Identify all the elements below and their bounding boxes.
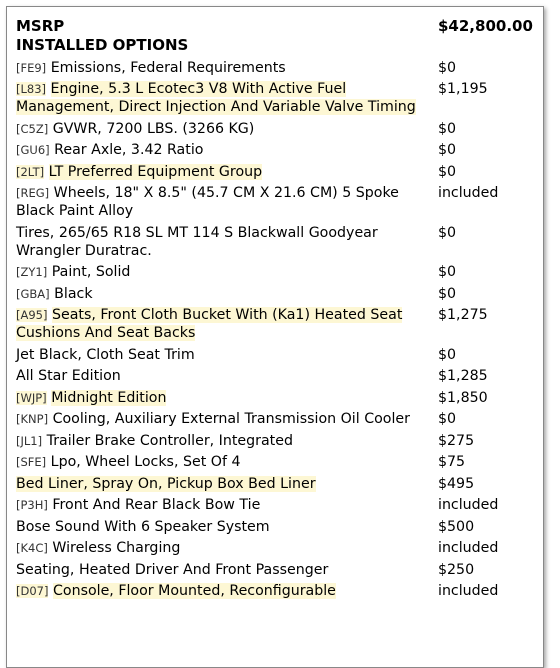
option-price: $0: [438, 59, 457, 76]
option-price: $0: [438, 142, 457, 158]
option-price: $275: [438, 432, 475, 449]
option-code: [KNP]: [16, 412, 49, 426]
option-code: [JL1]: [16, 433, 43, 448]
option-row: [7, 184, 543, 220]
option-row: [7, 496, 543, 514]
option-text: GVWR, 7200 LBS. (3266 KG): [52, 120, 255, 137]
option-text: LT Preferred Equipment Group: [48, 163, 263, 180]
option-row: [7, 389, 543, 407]
option-text: Seats, Front Cloth Bucket With (Ka1) Heated Seat Cushions And Seat Backs: [16, 307, 403, 341]
option-text: Lpo, Wheel Locks, Set Of 4: [50, 454, 241, 470]
option-price: $0: [438, 120, 457, 137]
option-row: [7, 432, 543, 450]
option-text: Midnight Edition: [51, 389, 167, 406]
option-description: [16, 496, 438, 514]
option-description: [16, 410, 438, 428]
option-price: included: [438, 497, 499, 513]
option-row: [7, 285, 543, 303]
option-description: [16, 432, 438, 450]
option-price: $0: [438, 224, 457, 241]
option-description: [16, 285, 438, 303]
option-description: [16, 389, 438, 407]
option-description: [16, 59, 438, 77]
option-text: Wireless Charging: [52, 540, 181, 556]
option-text: Black: [54, 285, 93, 302]
option-row: [7, 346, 543, 364]
option-description: [16, 367, 438, 385]
options-list: [7, 59, 543, 601]
option-row: [7, 120, 543, 138]
window-sticker: [6, 6, 544, 668]
option-description: [16, 163, 438, 181]
option-row: [7, 163, 543, 181]
option-row: [7, 306, 543, 342]
option-text: All Star Edition: [16, 368, 121, 384]
option-description: [16, 306, 438, 342]
option-code: [K4C]: [16, 541, 48, 555]
option-code: [SFE]: [16, 455, 47, 469]
option-price: $0: [438, 264, 457, 280]
option-row: [7, 475, 543, 493]
option-row: [7, 59, 543, 77]
option-text: Cooling, Auxiliary External Transmission Oil Cooler: [52, 411, 410, 427]
option-text: Bed Liner, Spray On, Pickup Box Bed Liner: [16, 475, 316, 492]
option-row: [7, 80, 543, 116]
option-row: [7, 518, 543, 536]
option-price: $0: [438, 285, 457, 302]
option-description: [16, 539, 438, 557]
option-row: [7, 561, 543, 579]
option-price: $495: [438, 475, 475, 492]
option-description: [16, 561, 438, 579]
option-code: [GU6]: [16, 143, 50, 157]
option-price: included: [438, 583, 499, 599]
option-text: Emissions, Federal Requirements: [50, 59, 286, 76]
option-row: [7, 582, 543, 600]
msrp-value: $42,800.00: [438, 17, 533, 35]
option-code: [L83]: [16, 82, 47, 96]
option-price: $1,275: [438, 307, 488, 323]
option-text: Wheels, 18" X 8.5" (45.7 CM X 21.6 CM) 5 Spoke Black Paint Alloy: [16, 185, 399, 219]
msrp-label: MSRP: [16, 17, 65, 35]
option-description: [16, 453, 438, 471]
option-text: Paint, Solid: [51, 264, 131, 280]
option-text: Front And Rear Black Bow Tie: [52, 497, 261, 513]
option-row: [7, 224, 543, 260]
option-row: [7, 141, 543, 159]
option-price: $500: [438, 518, 475, 535]
option-code: [REG]: [16, 186, 50, 200]
option-description: [16, 184, 438, 220]
option-code: [GBA]: [16, 286, 50, 301]
option-text: Rear Axle, 3.42 Ratio: [54, 142, 204, 158]
option-code: [FE9]: [16, 60, 47, 75]
installed-options-heading: INSTALLED OPTIONS: [16, 36, 189, 54]
option-price: $0: [438, 163, 457, 180]
option-row: [7, 539, 543, 557]
option-text: Tires, 265/65 R18 SL MT 114 S Blackwall Goodyear Wrangler Duratrac.: [16, 224, 378, 259]
option-price: included: [438, 185, 499, 201]
option-description: [16, 224, 438, 260]
option-text: Console, Floor Mounted, Reconfigurable: [52, 583, 336, 599]
option-code: [C5Z]: [16, 121, 49, 136]
installed-options-heading-row: [7, 36, 543, 55]
option-text: Trailer Brake Controller, Integrated: [46, 432, 293, 449]
option-description: [16, 80, 438, 116]
option-text: Engine, 5.3 L Ecotec3 V8 With Active Fuel Management, Direct Injection And Variable Valve Timing: [16, 81, 416, 115]
option-row: [7, 453, 543, 471]
option-price: included: [438, 540, 499, 556]
option-code: [A95]: [16, 308, 48, 322]
option-description: [16, 475, 438, 493]
option-price: $1,285: [438, 368, 488, 384]
option-price: $75: [438, 454, 466, 470]
option-description: [16, 346, 438, 364]
option-row: [7, 410, 543, 428]
option-code: [P3H]: [16, 498, 48, 512]
option-code: [ZY1]: [16, 265, 48, 279]
option-text: Seating, Heated Driver And Front Passenger: [16, 561, 329, 578]
option-price: $0: [438, 411, 457, 427]
option-code: [D07]: [16, 584, 49, 598]
option-price: $250: [438, 561, 475, 578]
option-text: Bose Sound With 6 Speaker System: [16, 518, 270, 535]
option-row: [7, 367, 543, 385]
option-description: [16, 120, 438, 138]
option-description: [16, 518, 438, 536]
option-code: [2LT]: [16, 164, 45, 179]
option-price: $1,195: [438, 81, 488, 97]
option-price: $1,850: [438, 389, 488, 406]
msrp-row: [7, 7, 543, 36]
option-text: Jet Black, Cloth Seat Trim: [16, 346, 195, 363]
option-description: [16, 582, 438, 600]
option-price: $0: [438, 346, 457, 363]
option-code: [WJP]: [16, 390, 47, 405]
option-description: [16, 263, 438, 281]
option-row: [7, 263, 543, 281]
option-description: [16, 141, 438, 159]
